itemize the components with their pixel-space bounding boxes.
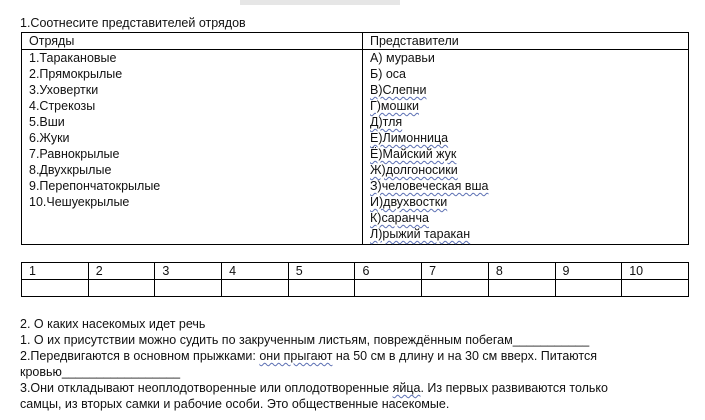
representative-item: Б) оса (370, 67, 406, 81)
answer-cell[interactable] (155, 280, 222, 297)
question-2-text: они прыгают (259, 349, 333, 363)
representative-item: Л)рыжий таракан (370, 227, 471, 241)
question-2-block (20, 316, 690, 412)
answer-cell[interactable] (88, 280, 155, 297)
representative-item: Ё)Майский жук (370, 147, 457, 161)
representative-item: Ж)долгоносики (370, 163, 458, 177)
answer-cell[interactable] (488, 280, 555, 297)
question-2-text: яйца (392, 381, 421, 395)
answer-cell[interactable] (222, 280, 289, 297)
cropped-header-strip (240, 0, 400, 5)
answer-cell[interactable] (22, 280, 89, 297)
answer-cell[interactable] (422, 280, 489, 297)
order-item: 2.Прямокрылые (29, 67, 123, 81)
answer-cell[interactable] (622, 280, 689, 297)
order-item: 1.Таракановые (29, 51, 117, 65)
answer-grid-number: 8 (488, 263, 555, 280)
matching-table-header-row (22, 33, 689, 50)
answer-grid-number: 3 (155, 263, 222, 280)
answer-cell[interactable] (288, 280, 355, 297)
answer-grid-number-row (22, 263, 689, 280)
answer-cell[interactable] (355, 280, 422, 297)
orders-cell (22, 50, 363, 245)
representatives-header: Представители (363, 33, 689, 50)
question-2-line (20, 380, 690, 396)
answer-grid-number: 9 (555, 263, 622, 280)
order-item: 10.Чешуекрылые (29, 195, 130, 209)
answer-grid-number: 10 (622, 263, 689, 280)
representatives-cell (363, 50, 689, 245)
representative-item: А) муравьи (370, 51, 435, 65)
representative-item: Е)Лимонница (370, 131, 449, 145)
answer-grid-number: 2 (88, 263, 155, 280)
representative-item: Г)мошки (370, 99, 419, 113)
question-2-line: самцы, из вторых самки и рабочие особи. Это общественные насекомые. (20, 397, 450, 411)
question-2-title: 2. О каких насекомых идет речь (20, 317, 206, 331)
matching-table (21, 32, 689, 245)
answer-grid-answer-row (22, 280, 689, 297)
orders-header: Отряды (22, 33, 363, 50)
representative-item: З)человеческая вша (370, 179, 489, 193)
order-item: 9.Перепончатокрылые (29, 179, 161, 193)
order-item: 5.Вши (29, 115, 65, 129)
order-item: 4.Стрекозы (29, 99, 96, 113)
answer-grid-number: 4 (222, 263, 289, 280)
matching-table-body-row (22, 50, 689, 245)
question-2-text: 2.Передвигаются в основном прыжками: (20, 349, 260, 363)
answer-grid-number: 6 (355, 263, 422, 280)
question-1-title: 1.Соотнесите представителей отрядов (20, 16, 246, 30)
representative-item: Д)тля (370, 115, 403, 129)
order-item: 8.Двухкрылые (29, 163, 112, 177)
question-2-text: . Из первых развиваются только (420, 381, 608, 395)
answer-grid-number: 1 (22, 263, 89, 280)
order-item: 3.Уховертки (29, 83, 99, 97)
order-item: 6.Жуки (29, 131, 70, 145)
question-2-text: на 50 см в длину и на 30 см вверх. Питаются (332, 349, 598, 363)
answer-grid-number: 5 (288, 263, 355, 280)
order-item: 7.Равнокрылые (29, 147, 120, 161)
answer-grid (21, 262, 689, 297)
representative-item: К)саранча (370, 211, 429, 225)
question-2-line: кровью_________________ (20, 365, 181, 379)
question-2-line: 1. О их присутствии можно судить по закрученным листьям, повреждённым побегам___________ (20, 333, 590, 347)
answer-cell[interactable] (555, 280, 622, 297)
question-2-text: 3.Они откладывают неоплодотворенные или оплодотворенные (20, 381, 393, 395)
question-2-line (20, 348, 690, 364)
answer-grid-number: 7 (422, 263, 489, 280)
representative-item: В)Слепни (370, 83, 427, 97)
representative-item: И)двухвостки (370, 195, 448, 209)
